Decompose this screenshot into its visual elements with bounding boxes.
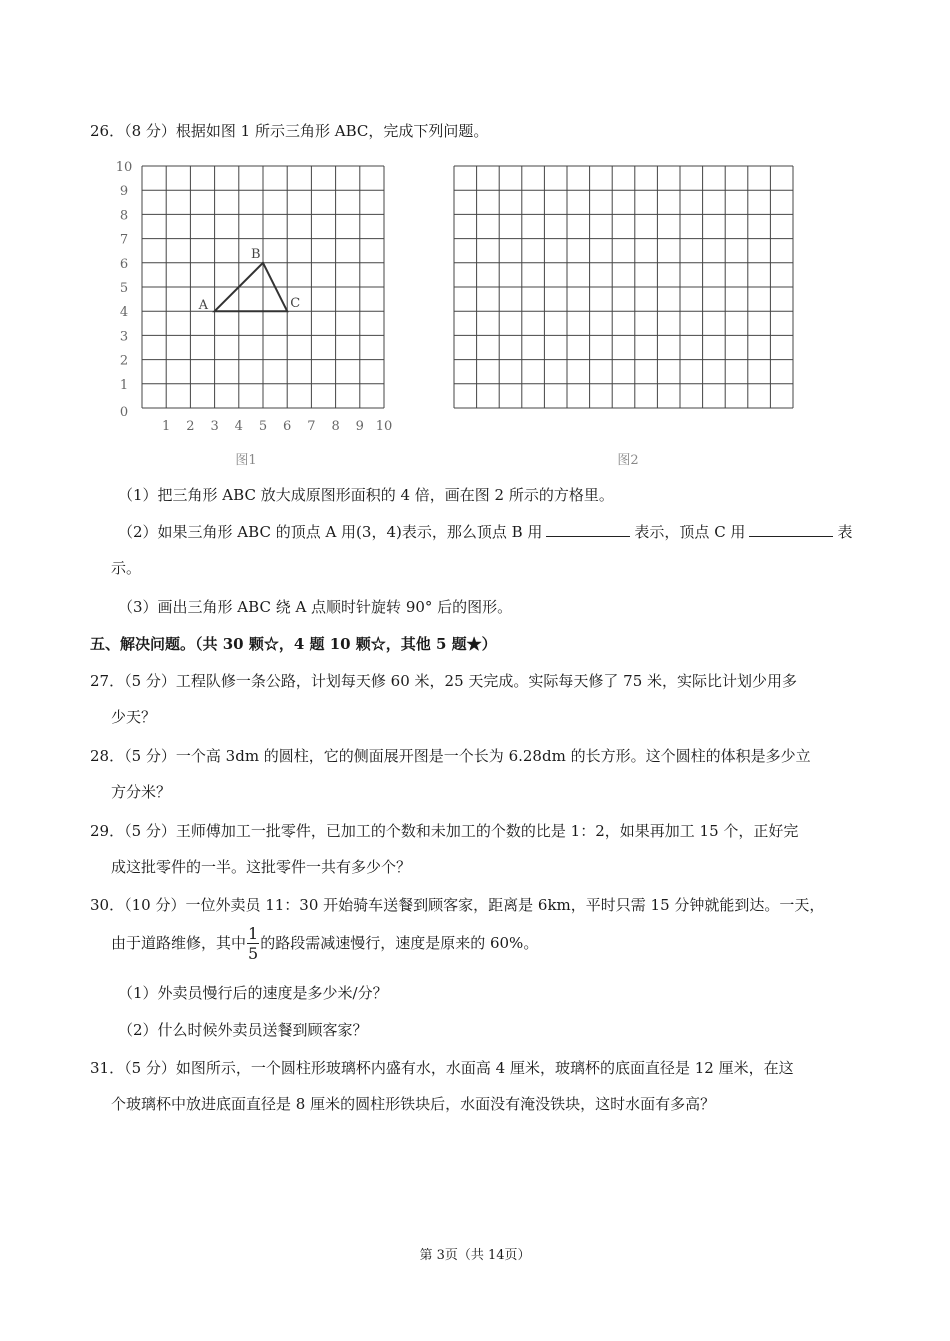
x-tick-label: 6 [283, 419, 292, 434]
page-footer: 第 3页（共 14页） [419, 1248, 531, 1263]
x-tick-label: 5 [258, 419, 268, 434]
x-tick-label: 10 [375, 419, 393, 434]
fraction-one-fifth: $\frac{1}{5}$ [248, 924, 259, 963]
figure-2-caption: 图2 [617, 453, 639, 468]
y-tick-label: 6 [119, 256, 129, 272]
grid-lines [142, 166, 384, 408]
grid-lines [454, 166, 793, 408]
q30-line2-text-b: 的路段需减速慢行，速度是原来的 60%。 [260, 934, 539, 952]
vertex-c-label: C [290, 296, 301, 312]
x-tick-label: 8 [331, 419, 340, 434]
y-tick-label: 9 [119, 184, 129, 200]
vertex-a-label: A [198, 298, 208, 314]
answer-blank-b[interactable] [546, 522, 630, 537]
x-tick-label: 3 [210, 419, 219, 434]
y-tick-label: 2 [119, 353, 129, 369]
q26-sub3: （3）画出三角形 ABC 绕 A 点顺时针旋转 90° 后的图形。 [118, 598, 513, 616]
figure-2-grid [448, 158, 798, 468]
q26-sub2-text-b: 表示，顶点 C 用 [634, 523, 746, 541]
q26-header: 26．（8 分）根据如图 1 所示三角形 ABC，完成下列问题。 [90, 122, 489, 140]
vertex-b-label: B [251, 246, 261, 262]
y-tick-label: 5 [119, 281, 129, 296]
q26-sub2-text-c: 表 [837, 523, 853, 541]
x-tick-label: 2 [186, 419, 195, 434]
q29-line2: 成这批零件的一半。这批零件一共有多少个？ [111, 858, 412, 876]
q27-line1: 27．（5 分）工程队修一条公路，计划每天修 60 米，25 天完成。实际每天修了 75 米，实际比计划少用多 [90, 672, 798, 690]
q30-line2 [111, 926, 538, 962]
y-tick-label: 1 [119, 377, 129, 393]
q28-line1: 28．（5 分）一个高 3dm 的圆柱，它的侧面展开图是一个长为 6.28dm 的长方形。这个圆柱的体积是多少立 [90, 747, 811, 765]
x-tick-label: 9 [355, 419, 364, 434]
q26-sub2-cont: 示。 [111, 559, 142, 577]
q29-line1: 29．（5 分）王师傅加工一批零件，已加工的个数和未加工的个数的比是 1：2，如果再加工 15 个，正好完 [90, 822, 799, 840]
q30-sub1: （1）外卖员慢行后的速度是多少米/分？ [118, 984, 388, 1002]
q26-sub1: （1）把三角形 ABC 放大成原图形面积的 4 倍，画在图 2 所示的方格里。 [118, 486, 614, 504]
x-tick-label: 1 [162, 419, 171, 434]
q28-line2: 方分米？ [111, 783, 172, 801]
q30-line1: 30．（10 分）一位外卖员 11：30 开始骑车送餐到顾客家，距离是 6km，平时只需 15 分钟就能到达。一天， [90, 896, 825, 914]
y-tick-label: 10 [115, 160, 133, 175]
q26-sub2 [118, 521, 852, 542]
q30-line2-text-a: 由于道路维修，其中 [111, 934, 247, 952]
x-tick-label: 4 [234, 419, 243, 434]
answer-blank-c[interactable] [749, 522, 833, 537]
y-tick-label: 3 [119, 329, 129, 345]
q30-sub2: （2）什么时候外卖员送餐到顾客家？ [118, 1021, 368, 1039]
q31-line2: 个玻璃杯中放进底面直径是 8 厘米的圆柱形铁块后，水面没有淹没铁块，这时水面有多高？ [111, 1095, 716, 1113]
figure-1-grid [110, 158, 410, 468]
q27-line2: 少天？ [111, 708, 157, 726]
section-5-title: 五、解决问题。（共 30 颗☆，4 题 10 颗☆，其他 5 题★） [90, 635, 497, 653]
x-tick-label: 7 [307, 419, 316, 434]
origin-label: 0 [119, 405, 129, 420]
figure-1-caption: 图1 [235, 453, 257, 468]
y-tick-label: 7 [119, 232, 129, 248]
y-tick-label: 8 [119, 208, 129, 224]
q31-line1: 31．（5 分）如图所示，一个圆柱形玻璃杯内盛有水，水面高 4 厘米，玻璃杯的底面直径是 12 厘米，在这 [90, 1059, 794, 1077]
q26-sub2-text-a: （2）如果三角形 ABC 的顶点 A 用(3，4)表示，那么顶点 B 用 [118, 523, 543, 541]
y-tick-label: 4 [119, 305, 129, 321]
